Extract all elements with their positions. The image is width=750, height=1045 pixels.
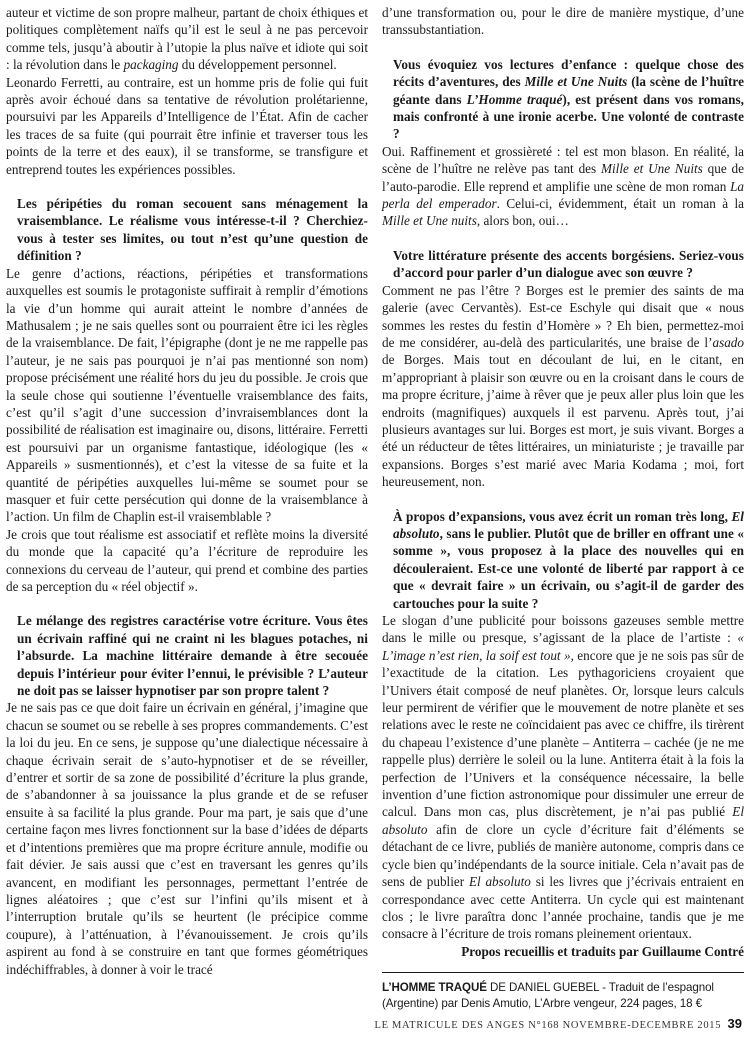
text: ), est présent dans vos romans, mais confronté à une ironie acerbe. Une volonté de contraste ? bbox=[393, 91, 745, 142]
text: , encore que je ne sois pas sûr de l’exactitude de la citation. Les pythagoriciens croyaient que l’Univers était composé de neuf planètes. Or, lorsque leurs calculs leur permirent de vérifier que le mouvement de notre planète et ses relations avec le reste ne coïncidaient pas avec ce chiffre, ils tirèrent du chapeau l’existence d’une planète – Antiterra – cachée (je ne me rappelle plus) derrière le soleil ou la lune. Antiterra était à la fois la perfection de l’Univers et la conséquence nécessaire, la belle invention d’une fiction astronomique pour dissimuler une erreur de calcul. Dans mon cas, plus discrètement, je n’ai pas publié bbox=[382, 647, 744, 820]
italic-title: El absoluto bbox=[393, 508, 744, 541]
italic-title: L’Homme traqué bbox=[466, 91, 563, 107]
text: Comment ne pas l’être ? Borges est le premier des saints de ma galerie (avec Cervantès). Est-ce Eschyle qui disait que « nous sommes les restes du festin d’Homère » ? Eh bien, permettez-moi de me considérer, au-delà des particularités, une braise de l’ bbox=[382, 282, 744, 350]
text: Oui. Raffinement et grossièreté : tel est mon blason. En réalité, la scène de l’huître ne relève pas tant des bbox=[382, 143, 744, 177]
divider-rule bbox=[382, 972, 744, 973]
text: À propos d’expansions, vous avez écrit un roman très long, bbox=[393, 508, 732, 524]
italic-quote: « L’image n’est rien, la soif est tout » bbox=[382, 630, 744, 663]
page-number: 39 bbox=[727, 1016, 742, 1031]
text: afin de clore un cycle d’écriture fait d’éléments se détachant de ce livre, publiés de manière autonome, compris dans ce cycle bien qu’indépendants de la source initiale. Cela n’avait pas de sens de publier bbox=[382, 821, 744, 890]
answer-paragraph bbox=[382, 143, 744, 230]
interviewer-signature: Propos recueillis et traduits par Guillaume Contré bbox=[461, 943, 744, 959]
answer-paragraph: d’une transformation ou, pour le dire de manière mystique, d’une transsubstantiation. bbox=[382, 5, 744, 38]
book-title: L’HOMME TRAQUÉ bbox=[382, 981, 487, 995]
answer-paragraph bbox=[382, 282, 744, 491]
text: de Borges. Mais tout en découlant de lui, en le citant, en m’appropriant à plaisir son œuvre ou en la croisant dans le cours de ma propre écriture, j’aime à rêver que je peux aller plus loin que les endroits (magnifiques) auxquels il est parvenu. Après tout, j’ai plusieurs avantages sur lui. Borges est mort, je suis vivant. Borges a été un réducteur de têtes littéraires, un miniaturiste ; je travaille par expansions. Borges s’est marié avec Maria Kodama ; moi, fort heureusement, non. bbox=[382, 352, 744, 490]
text: (la scène de l’huître géante dans bbox=[393, 74, 744, 107]
interview-question bbox=[382, 56, 744, 143]
text: . Celui-ci, évidemment, était un roman à la bbox=[496, 196, 744, 212]
interview-question: Le mélange des registres caractérise votre écriture. Vous êtes un écrivain raffiné qui ne craint ni les blagues potaches, ni l’absurde. La machine littéraire demande à être secouée depuis l’intérieur pour éviter l’ennui, le prévisible ? L’auteur ne doit pas se laisser hypnotiser par son propre talent ? bbox=[17, 613, 368, 699]
answer-paragraph bbox=[6, 4, 368, 74]
book-details: DE DANIEL GUEBEL - Traduit de l’espagnol (Argentine) par Denis Amutio, L’Arbre vengeur, 224 pages, 18 € bbox=[382, 981, 714, 1010]
page-footer bbox=[374, 1016, 742, 1031]
italic-title: Mille et Une Nuits bbox=[601, 161, 703, 177]
italic-term: asado bbox=[712, 334, 744, 350]
italic-title: Mille et Une nuits bbox=[382, 213, 477, 229]
text: que de l’auto-parodie. Elle reprend et amplifie une scène de mon roman bbox=[382, 161, 744, 194]
left-column bbox=[6, 4, 368, 978]
interview-question: Les péripéties du roman secouent sans ménagement la vraisemblance. Le réalisme vous intéresse-t-il ? Cherchiez-vous à tester ses limites, ou tout n’est qu’une question de définition ? bbox=[17, 196, 368, 264]
italic-title: El absoluto bbox=[382, 804, 744, 837]
answer-paragraph: Leonardo Ferretti, au contraire, est un homme pris de folie qui fuit après avoir échoué dans sa tentative de révolution prolétarienne, poursuivi par les Appareils d’Intelligence de l’État. Afin de cacher les traces de sa fuite (qui pourrait être infinie et traverser tous les points de la terre et des eaux), il se transforme, se transfigure et entreprend toutes les expériences possibles. bbox=[6, 74, 368, 177]
text: du développement personnel. bbox=[178, 57, 337, 73]
interview-question: Votre littérature présente des accents borgésiens. Seriez-vous d’accord pour parler d’un dialogue avec son œuvre ? bbox=[393, 247, 744, 281]
interview-question bbox=[382, 508, 744, 612]
italic-title: La perla del emperador bbox=[382, 178, 744, 212]
text: Le slogan d’une publicité pour boissons gazeuses semble mettre dans le mille ou presque, s’agissant de la place de l’artiste : bbox=[382, 613, 744, 646]
text: , sans le publier. Plutôt que de briller en offrant une « somme », vous proposez à la place des nouvelles qui en découleraient. Est-ce une volonté de liberté par rapport à ce que « devrait faire » un écrivain, ou s’agit-il de garder des cartouches pour la suite ? bbox=[393, 525, 744, 611]
right-column bbox=[382, 4, 744, 1011]
italic-title: El absoluto bbox=[468, 874, 531, 890]
text: , alors bon, oui… bbox=[476, 213, 569, 229]
text: si les livres que j’écrivais entraient en correspondance avec cette Antiterra. Un cycle qui est maintenant clos ; le livre paraîtra donc l’année prochaine, tandis que je me consacre à l’écriture de trois romans pleinement orientaux. bbox=[382, 874, 744, 942]
text: auteur et victime de son propre malheur, partant de choix éthiques et politiques complètement naïfs qu’il est le seul à ne pas percevoir comme tels, jusqu’à aboutir à l’utopie la plus naïve et idiote qui soit : la révolution dans le bbox=[6, 5, 368, 73]
publication-info: LE MATRICULE DES ANGES N°168 NOVEMBRE-DECEMBRE 2015 bbox=[374, 1020, 722, 1031]
answer-paragraph: Je ne sais pas ce que doit faire un écrivain en général, j’imagine que chacun se soumet ou se rebelle à ses propres commandements. C’est la loi du jeu. En ce sens, je suppose qu’une dialectique nécessaire à chaque écrivain serait de s’auto-hypnotiser et de se réveiller, d’entrer et sortir de sa zone de possibilité d’écriture la plus grande, de s’abandonner à sa jouissance la plus grande et de se refuser ensuite à sa facilité la plus grande. Pour ma part, je sais que d’une certaine façon mes livres fonctionnent sur la base d’idées de départs et d’intentions premières que ma propre écriture annule, modifie ou fait dévier. Je sais aussi que c’est en traversant les genres qu’ils avancent, en modifiant les personnages, permettant l’entrée de lignes aléatoires ; que c’est sur l’infini qu’ils misent et à l’interruption brutale qu’ils se heurtent (le précipice comme coupure), à l’atténuation, à l’évanouissement. Je crois qu’ils aspirent au fond à se construire en tant que formes géométriques indéchiffrables, à donner à voir le tracé bbox=[6, 700, 368, 977]
italic-term: packaging bbox=[123, 57, 179, 73]
answer-paragraph: Le genre d’actions, réactions, péripéties et transformations auxquelles est soumis le protagoniste suffirait à remplir d’émotions la vie d’un homme qui aurait atteint le nombre d’années de Mathusalem ; je ne sais quelles sont ou pourraient être ici les règles de la vraisemblance. De fait, l’épigraphe (dont je ne me rappelle pas l’auteur, je ne sais pas pourquoi je n’ai pas mentionné son nom) propose précisément une réalité hors du jeu du possible. Je crois que la seule chose qui soutienne l’éventuelle vraisemblance des faits, c’est qu’il s’agit d’une succession d’invraisemblances dont la possibilité de réalisation est imaginaire ou, disons, littéraire. Ferretti est poursuivi par un organisme fantastique, idéologique (les « Appareils » susmentionnés), et c’est la vitesse de sa fuite et la quantité de péripéties auxquelles lui-même se soumet pour se masquer et fuir cette persécution qui donne de la vraisemblance à l’action. Un film de Chaplin est-il vraisemblable ? bbox=[6, 265, 368, 525]
italic-title: Mille et Une Nuits bbox=[524, 74, 628, 90]
answer-paragraph: Je crois que tout réalisme est associatif et reflète moins la diversité du monde que la capacité qu’a l’écriture de reproduire les connexions du cerveau de l’auteur, qui prend et combine des parties de sa perception du « réel objectif ». bbox=[6, 526, 368, 594]
text: Vous évoquiez vos lectures d’enfance : quelque chose des récits d’aventures, des bbox=[393, 56, 744, 90]
book-credits bbox=[382, 980, 744, 1011]
answer-paragraph bbox=[382, 612, 744, 943]
